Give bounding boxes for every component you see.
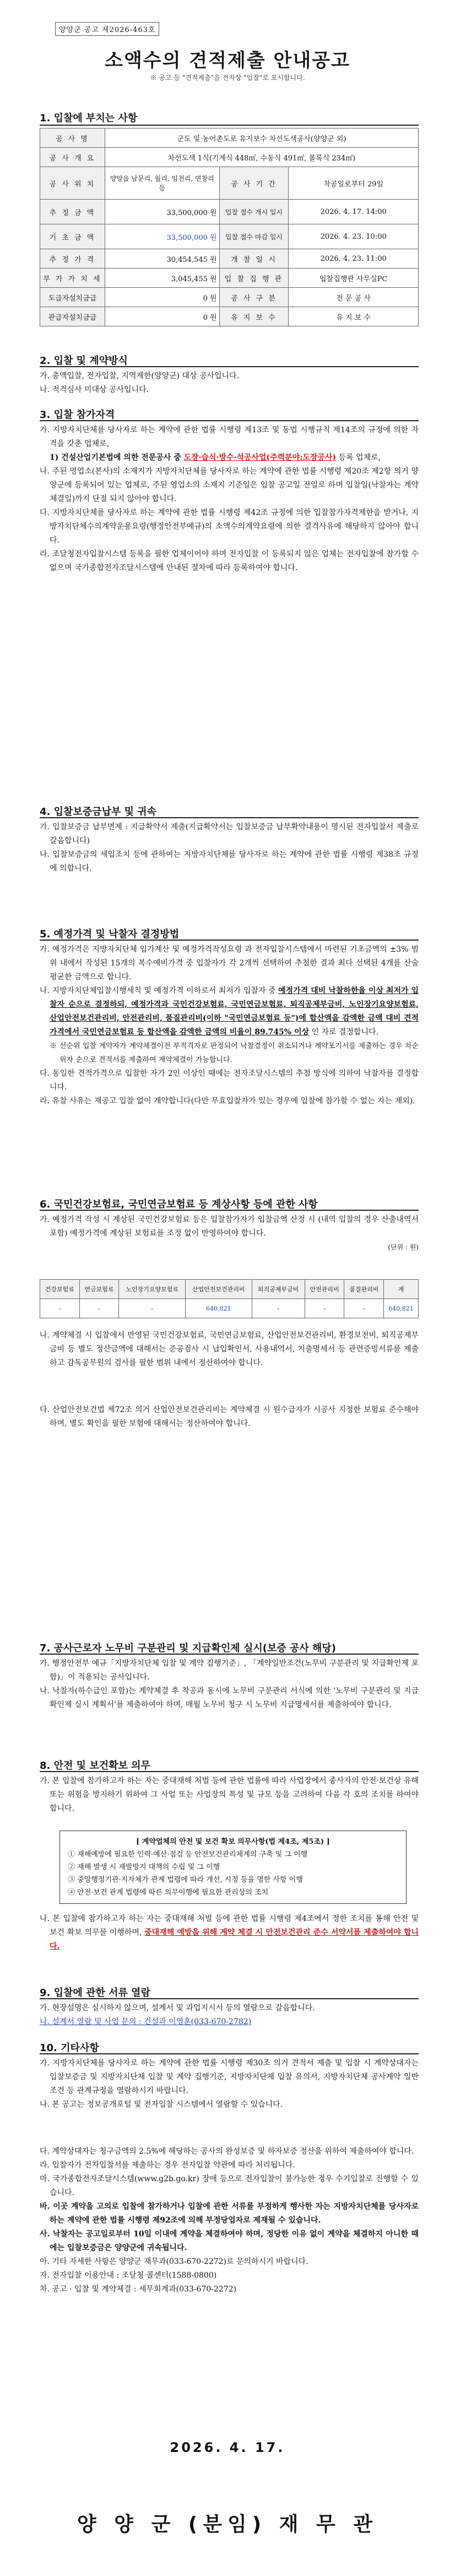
row-value: 전 문 공 사 [289,288,419,307]
section-6-body-2 [40,1329,419,1431]
section-6-heading: 6. 국민건강보험료, 국민연금보험료 등 계상사항 등에 관한 사항 [40,1199,318,1210]
row-label: 공 사 개 요 [40,148,105,167]
row-value: 0 원 [105,288,219,307]
paragraph: 나. 적격심사 미대상 공사입니다. [40,385,149,394]
table-row [40,167,419,200]
section-7-body [40,1657,419,1712]
paragraph: 다. 동일한 견적가격으로 입찰한 자가 2인 이상인 때에는 전자조달시스템의 추첨 방식에 의하여 낙찰자를 결정합니다. [40,1069,419,1092]
row-label: 공 사 구 분 [219,288,289,307]
paragraph: 나. 입찰보증금의 세입조치 등에 관하여는 지방자치단체를 당사자로 하는 계약에 관한 법률 시행령 제38조 규정에 의합니다. [40,850,419,873]
section-2-heading: 2. 입찰 및 계약방식 [40,355,128,367]
text-run: 등록 업체로, [336,453,381,462]
column-header: 계 [384,1280,419,1299]
row-value: 33,500,000 원 [105,224,219,249]
row-value: 차선도색 1식(기계식 448㎡, 수동식 491㎡, 볼록식 234㎡) [105,148,418,167]
paragraph: 나. 주된 영업소(본사)의 소재지가 지방자치단체를 당사자로 하는 계약에 관한 법률 시행령 제20조 제2항 의거 양양군에 등록되어 있는 업체로, 주된 영업소의 소재지 기준일은 입찰 공고일 전일로 하며 입찰일(낙찰자는 계약체결일)까지 단절 되지 않아야 합니다. [40,467,419,503]
row-value: 입찰집행관 사무실PC [289,269,419,288]
row-value: 30,454,545 원 [105,249,219,269]
row-label: 부 가 가 치 세 [40,269,105,288]
paragraph: 다. 지방자치단체를 당사자로 하는 계약에 관한 법률 시행령 제42조 규정에 의한 입찰참가자격제한을 받거나, 지방자치단체수의계약운용요령(행정안전부예규)의 소액수의계약요령에 의한 결격사유에 해당하지 않아야 합니다. [40,508,419,545]
document-number: 양양군 공고 제2026-463호 [55,22,159,36]
unit-label: (단위 : 원) [388,1243,419,1251]
paragraph: 마. 국가종합전자조달시스템(www.g2b.go.kr) 장애 등으로 전자입찰이 불가능한 경우 수기입찰로 진행할 수 있습니다. [40,2175,419,2197]
row-value: 2026. 4. 23. 10:00 [289,224,419,249]
table-cell: 640,821 [185,1299,252,1318]
row-label: 추 정 금 액 [40,200,105,224]
section-divider [40,1998,419,1999]
paragraph: 라. 조달청전자입찰시스템 등록을 필한 업체이어야 하며 전자입찰 이 등록되지 않은 업체는 전자입찰에 참가할 수 없으며 국가종합전자조달시스템에 안내된 절차에 따라 등록하여야 합니다. [40,550,419,572]
paragraph: 가. 예정가격 작성 시 계상된 국민건강보험료 등은 입찰참가자가 입찰금액 산정 시 (내역 입찰의 경우 산출내역서 포함) 예정가격에 계상된 보험료를 조정 없이 반영하여야 합니다. [40,1215,419,1238]
paragraph [40,451,419,465]
table-cell: - [252,1299,305,1318]
paragraph [40,2200,419,2228]
paragraph: 나. 계약체결 시 입찰에서 반영된 국민건강보험료, 국민연금보험료, 산업안전보건관리비, 환경보전비, 퇴직공제부금비 등 별도 정산금액에 대해서는 준공검사 시 납입확인서, 사용내역서, 지출명세서 등 관련증빙서류를 제출하고 감독공무원의 검사를 필한 범위 내에서 정산하여야 합니다. [40,1331,419,1367]
paragraph: 아. 기타 자세한 사항은 양양군 재무과(033-670-2272)로 문의하시기 바랍니다. [40,2257,308,2266]
table-row [40,224,419,249]
text-run: 바. 이곳 계약을 고의로 입찰에 참가하거나 입찰에 관한 서류를 부정하게 행사한 자는 [40,2202,334,2211]
table-row [40,128,419,148]
table-cell: - [79,1299,119,1318]
license-field-highlight: 도장·습식·방수·석공사업(주력분야:도장공사) [183,453,337,462]
column-header: 건강보험료 [40,1280,80,1299]
list-item: ① 재해예방에 필요한 인력·예산·점검 등 안전보건관리체계의 구축 및 그 이행 [68,1850,308,1859]
paragraph: 라. 유찰 사유는 재공고 입찰 없이 계약합니다(다만 무효입찰자가 있는 경우에 입찰에 참가할 수 없는 자는 제외). [40,1097,415,1105]
section-4-heading: 4. 입찰보증금납부 및 귀속 [40,806,157,818]
paragraph: 나. 본 공고는 정보공개포털 및 전자입찰 시스템에서 열람할 수 있습니다. [40,2100,283,2109]
paragraph: 가. 본 입찰에 참가하고자 하는 자는 중대재해 처벌 등에 관한 법률에 따라 사업장에서 종사자의 안전·보건상 유해 또는 위험을 방지하기 위하여 그 사업 또는 사업장의 특성 및 규모 등을 고려하여 다음 각 호의 조치를 하여야 합니다. [40,1777,419,1813]
section-8-heading: 8. 안전 및 보건확보 의무 [40,1760,150,1772]
column-header: 품질관리비 [344,1280,384,1299]
paragraph: ※ 선순위 입찰 계약자가 계약체결이전 부적격자로 판정되어 낙찰결정이 취소되거나 계약포기서를 제출하는 경우 차순위자 순으로 견적서를 제출하여 계약체결이 가능합니다. [50,1042,419,1064]
column-header: 노인장기요양보험료 [119,1280,186,1299]
section-divider [40,817,419,818]
column-header: 퇴직공제부금비 [252,1280,305,1299]
section-divider [40,420,419,421]
table-row [40,269,419,288]
page-title: 소액수의 견적제출 안내공고 [105,50,350,72]
paragraph: 사. 낙찰자는 공고일로부터 10일 이내에 계약을 체결하여야 하며, 정당한 이유 없이 계약을 체결하지 아니한 때에는 입찰보증금은 양양군에 귀속됩니다. [40,2230,419,2252]
section-1-heading: 1. 입찰에 부치는 사항 [40,112,138,124]
paragraph: 가. 지방자치단체를 당사자로 하는 계약에 관한 법률 시행령 제30조 의거 견적서 제출 및 입찰 시 계약상대자는 입찰보증금 및 지방자치단체 입찰 및 계약 집행기준, 지방자치단체 입찰 유의서, 지방자치단체 공사계약 일반조건 등 관계규정을 열람하시기 바랍니다. [40,2059,419,2095]
section-7-heading: 7. 공사근로자 노무비 구분관리 및 지급확인제 실시(보증 공사 해당) [40,1643,337,1654]
table-row [40,249,419,269]
section-2-body [40,369,419,397]
row-value: 군도 및 농어촌도로 유지보수 차선도색공사(양양군 외) [105,128,418,148]
safety-obligations-box [59,1831,407,1904]
notice-date: 2026. 4. 17. [170,2440,285,2455]
paragraph: 차. 공고 · 입찰 및 계약체결 : 세무회계과(033-670-2272) [40,2285,237,2294]
section-divider [40,1771,419,1772]
subtitle-note: ※ 공고 등 "견적제출"을 전자상 "입찰"로 표시합니다. [150,74,305,82]
paragraph: 가. 현장설명은 실시하지 않으며, 설계서 및 과업지시서 등의 열람으로 갈음합니다. [40,2004,315,2012]
column-header: 연금보험료 [79,1280,119,1299]
list-item: ③ 중앙행정기관·지자체가 관계 법령에 따라 개선, 시정 등을 명한 사항 이행 [68,1876,303,1884]
bid-info-table [40,128,419,326]
row-label: 유 지 보 수 [219,307,289,326]
table-cell: - [344,1299,384,1318]
column-header: 안전관리비 [305,1280,344,1299]
section-10-heading: 10. 기타사항 [40,2042,99,2054]
row-value: 2026. 4. 23. 11:00 [289,249,419,269]
paragraph [40,1912,419,1954]
table-cell: - [40,1299,80,1318]
row-label: 입찰 접수 개시 일시 [219,200,289,224]
contact-link[interactable]: 나. 설계서 열람 및 사업 문의 : 건설과 이영훈(033-670-2782) [40,2017,252,2026]
section-8-body-2 [40,1912,419,1954]
row-label: 공 사 기 간 [219,167,289,200]
section-10-body [40,2057,419,2296]
section-divider [40,1210,419,1211]
paragraph: 가. 행정안전부 예규「지방자치단체 입찰 및 계약 집행기준」, 「계약일반조건(노무비 구분관리 및 지급확인제 포함)」이 적용되는 공사입니다. [40,1659,419,1682]
row-value: 유 지 보 수 [289,307,419,326]
table-row [40,307,419,326]
row-value: 3,045,455 원 [105,269,219,288]
row-value: 양양읍 남문리, 월리, 임천리, 연창리 등 [105,167,219,200]
paragraph: 다. 계약상대자는 청구금액의 2.5%에 해당하는 공사의 완성보증 및 하자보증 정산을 위하여 제출하여야 합니다. [40,2147,414,2156]
section-8-body [40,1774,419,1816]
box-title: [ 계약업체의 안전 및 보건 확보 의무사항(법 제4조, 제5조) ] [136,1838,330,1846]
row-value: 2026. 4. 17. 14:00 [289,200,419,224]
paragraph: 다. 산업안전보건법 제72조 의거 산업안전보건관리비는 계약체결 시 원수급자가 시공사 지정한 보험료 준수해야 하며, 별도 확인을 필한 보험에 대해서는 정산하여야 합니다. [40,1405,419,1428]
row-value: 0 원 [105,307,219,326]
section-4-body [40,820,419,876]
section-9-body [40,2001,419,2029]
row-label: 공 사 명 [40,128,105,148]
paragraph: 가. 총액입찰, 전자입찰, 지역제한(양양군) 대상 공사입니다. [40,372,240,380]
table-cell: 640,821 [384,1299,419,1318]
table-row [40,200,419,224]
row-label: 추 정 가 격 [40,249,105,269]
list-item: ② 재해 발생 시 재발방지 대책의 수립 및 그 이행 [68,1863,220,1871]
row-value: 33,500,000 원 [105,200,219,224]
issuer-name: 양 양 군 (분임) 재 무 관 [77,2513,378,2536]
paragraph: 가. 예정가격은 지방자치단체 입가계산 및 예정가격작성요령 과 전자입찰시스템에서 마련된 기초금액의 ±3% 범위 내에서 작성된 15개의 복수예비가격 중 입찰자가 각 2개씩 선택하여 추첨한 결과 최다 선택된 4개를 산술평균한 금액으로 합니다. [40,945,419,981]
list-item: ④ 안전·보건 관계 법령에 따른 의무이행에 필요한 관리상의 조치 [68,1888,269,1897]
row-label: 입 찰 집 행 관 [219,269,289,288]
row-label: 개 찰 일 시 [219,249,289,269]
text-run: 나. 지방자치단체입찰시행세칙 및 예정가격 이하로서 최저가 입찰자 중 [40,986,279,995]
row-label: 도급자설치금급 [40,288,105,307]
row-label: 기 초 금 액 [40,224,105,249]
table-row [40,148,419,167]
section-divider [40,1654,419,1655]
table-row [40,288,419,307]
row-value: 착공일로부터 29일 [289,167,419,200]
table-header-row [40,1280,419,1299]
table-cell: - [119,1299,186,1318]
row-label: 공 사 위 치 [40,167,105,200]
section-5-heading: 5. 예정가격 및 낙찰자 결정방법 [40,929,180,940]
insurance-table [40,1279,419,1318]
section-3-heading: 3. 입찰 참가자격 [40,409,115,421]
section-5-body [40,943,419,1108]
paragraph: 나. 낙찰자(하수급인 포함)는 계약체결 후 착공과 동시에 노무비 구분관리 서식에 의한 '노무비 구분관리 및 지급확인제 실시 계획서'를 제출하여야 하며, 매월 노무비 청구 시 노무비 지급명세서를 제출하여야 합니다. [40,1687,419,1709]
section-divider [40,940,419,941]
section-3-body [40,423,419,575]
section-6-body [40,1213,419,1254]
award-criteria-highlight: 예정가격 대비 낙찰하한율 이상 최저가 입찰자 순으로 결정하되, 예정가격과 국민건강보험료, 국민연금보험료, 퇴직공제부금비, 노인장기요양보험료, 산업안전보건관리비, 안전관리비, 품질관리비(이하 "국민연금보험료 등")에 합산액을 감액한 금액 대비 견적가격에서 국민연금보험료 등 합산액을 감액한 금액의 비율이 89.745% 이상 [50,986,419,1037]
section-divider [40,125,419,126]
column-header: 산업안전보건관리비 [185,1280,252,1299]
text-run: 1) 건설산업기본법에 의한 전문공사 중 [50,453,184,462]
paragraph: 라. 입찰자가 전자입찰서를 제출하는 경우 전자입찰 약관에 따라 처리됩니다. [40,2161,295,2170]
paragraph: 가. 입찰보증금 납부면제 : 지급확약서 제출(지급확약서는 입찰보증금 납부확약내용이 명시된 전자입찰서 제출로 갈음합니다) [40,823,419,845]
section-divider [40,2053,419,2054]
table-cell: - [305,1299,344,1318]
row-label: 관급자설치금급 [40,307,105,326]
paragraph [40,984,419,1039]
section-divider [40,366,419,367]
text-run: 인 자로 결정합니다. [309,1028,379,1037]
section-9-heading: 9. 입찰에 관한 서류 열람 [40,1987,150,1999]
paragraph: 가. 지방자치단체를 당사자로 하는 계약에 관한 법률 시행령 제13조 및 동법 시행규칙 제14조의 규정에 의한 자격을 갖춘 업체로, [40,426,419,448]
table-row [40,1299,419,1318]
text-run: 지방자치단체를 당사자로 하는 계약에 관한 법률 시행령 제92조에 의해 부정당업자로 제재될 수 있습니다. [50,2202,419,2225]
paragraph: 자. 전자입찰 이용안내 : 조달청 콜센터(1588-0800) [40,2271,217,2280]
row-label: 입찰 접수 마감 일시 [219,224,289,249]
text-run: 나. 본 입찰에 참가하고자 하는 자는 중대재해 처벌 등에 관한 법률 시행령 제4조에서 정한 조치를 통해 안전 및 보건 확보 의무를 이행하며, [40,1914,419,1937]
pledge-highlight: 중대재해 예방을 위해 계약 체결 시 안전보건관리 준수 서약서를 제출하여야 합니다. [50,1928,419,1951]
